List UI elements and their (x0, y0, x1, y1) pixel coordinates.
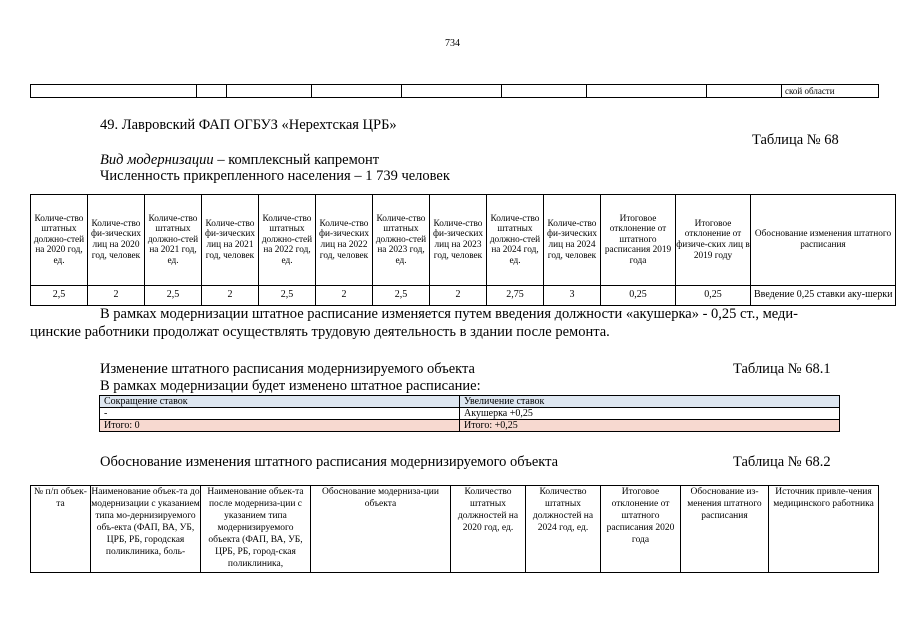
change-total-reduction: Итого: 0 (100, 420, 460, 432)
staff-value-cell: 2 (88, 286, 145, 306)
staff-value-cell: 2 (316, 286, 373, 306)
staff-header-cell: Количе-ство штатных должно-стей на 2020 год, ед. (31, 195, 88, 286)
change-table (99, 395, 840, 432)
paragraph-line-1: В рамках модернизации штатное расписание изменяется путем введения должности «акушерка» - 0,25 ст., меди- (100, 306, 798, 322)
staff-header-cell: Количе-ство штатных должно-стей на 2021 год, ед. (145, 195, 202, 286)
staff-value-cell: 2,5 (373, 286, 430, 306)
staff-header-cell: Количе-ство фи-зических лиц на 2023 год, человек (430, 195, 487, 286)
justification-header-cell: Наименование объек-та после модерниза-ции с указанием типа модернизируемого объекта (ФАП, ВА, УБ, ЦРБ, РБ, город-ская поликлиника, (201, 486, 311, 573)
staff-header-cell: Итоговое отклонение от физиче-ских лиц в 2019 году (676, 195, 751, 286)
paragraph-line-2: цинские работники продолжат осуществлять трудовую деятельность в здании после ремонта. (30, 324, 610, 340)
justification-table (30, 485, 879, 573)
change-cell-increase: Акушерка +0,25 (460, 408, 840, 420)
staff-value-cell: 3 (544, 286, 601, 306)
strip-cell (707, 85, 782, 98)
table-68-1-label: Таблица № 68.1 (733, 361, 831, 377)
strip-cell (31, 85, 197, 98)
staff-header-cell: Итоговое отклонение от штатного расписания 2019 года (601, 195, 676, 286)
justification-header-cell: Итоговое отклонение от штатного расписания 2020 года (601, 486, 681, 573)
staff-table (30, 194, 896, 306)
staff-value-cell: 2,5 (145, 286, 202, 306)
justification-header-cell: № п/п объек-та (31, 486, 91, 573)
staff-header-cell: Количе-ство штатных должно-стей на 2023 год, ед. (373, 195, 430, 286)
staff-value-cell: 2 (202, 286, 259, 306)
justification-section-title: Обоснование изменения штатного расписания модернизируемого объекта (100, 454, 559, 470)
strip-cell (197, 85, 227, 98)
modernization-type-label: Вид модернизации (100, 152, 214, 168)
staff-justification-cell: Введение 0,25 ставки аку-шерки (751, 286, 896, 306)
justification-header-cell: Источник привле-чения медицинского работника (769, 486, 879, 573)
table-68-2-label: Таблица № 68.2 (733, 454, 831, 470)
justification-header-cell: Обоснование из-менения штатного расписания (681, 486, 769, 573)
staff-header-cell: Количе-ство штатных должно-стей на 2024 год, ед. (487, 195, 544, 286)
page-number: 734 (445, 38, 460, 49)
staff-header-cell: Количе-ство фи-зических лиц на 2021 год, человек (202, 195, 259, 286)
staff-value-cell: 2,5 (259, 286, 316, 306)
change-cell-reduction: - (100, 408, 460, 420)
continued-table-strip (30, 84, 879, 98)
staff-value-cell: 2,5 (31, 286, 88, 306)
justification-header-cell: Обоснование модерниза-ции объекта (311, 486, 451, 573)
strip-cell (227, 85, 312, 98)
justification-header-cell: Количество штатных должностей на 2024 год, ед. (526, 486, 601, 573)
justification-header-cell: Количество штатных должностей на 2020 год, ед. (451, 486, 526, 573)
section-title: 49. Лавровский ФАП ОГБУЗ «Нерехтская ЦРБ» (100, 117, 397, 133)
staff-header-cell: Количе-ство фи-зических лиц на 2020 год, человек (88, 195, 145, 286)
justification-header-cell: Наименование объек-та до модернизации с указанием типа мо-дернизируемого объ-екта (ФАП, ВА, УБ, ЦРБ, РБ, городская поликлиника, боль- (91, 486, 201, 573)
staff-header-cell: Количе-ство штатных должно-стей на 2022 год, ед. (259, 195, 316, 286)
staff-header-cell: Количе-ство фи-зических лиц на 2024 год, человек (544, 195, 601, 286)
change-intro: В рамках модернизации будет изменено штатное расписание: (100, 378, 481, 394)
modernization-type (100, 152, 379, 169)
staff-header-cell: Количе-ство фи-зических лиц на 2022 год, человек (316, 195, 373, 286)
staff-value-cell: 2 (430, 286, 487, 306)
strip-cell (502, 85, 587, 98)
change-header-increase: Увеличение ставок (460, 396, 840, 408)
strip-cell (587, 85, 707, 98)
staff-value-cell: 0,25 (676, 286, 751, 306)
change-section-title: Изменение штатного расписания модернизируемого объекта (100, 361, 475, 377)
modernization-type-value: – комплексный капремонт (213, 152, 380, 168)
staff-value-cell: 2,75 (487, 286, 544, 306)
staff-value-cell: 0,25 (601, 286, 676, 306)
population-line: Численность прикрепленного населения – 1 739 человек (100, 168, 450, 184)
change-total-increase: Итого: +0,25 (460, 420, 840, 432)
strip-cell (312, 85, 402, 98)
change-header-reduction: Сокращение ставок (100, 396, 460, 408)
staff-header-cell: Обоснование изменения штатного расписания (751, 195, 896, 286)
strip-cell (402, 85, 502, 98)
strip-cell-region: ской области (782, 85, 879, 98)
table-68-label: Таблица № 68 (752, 132, 839, 148)
